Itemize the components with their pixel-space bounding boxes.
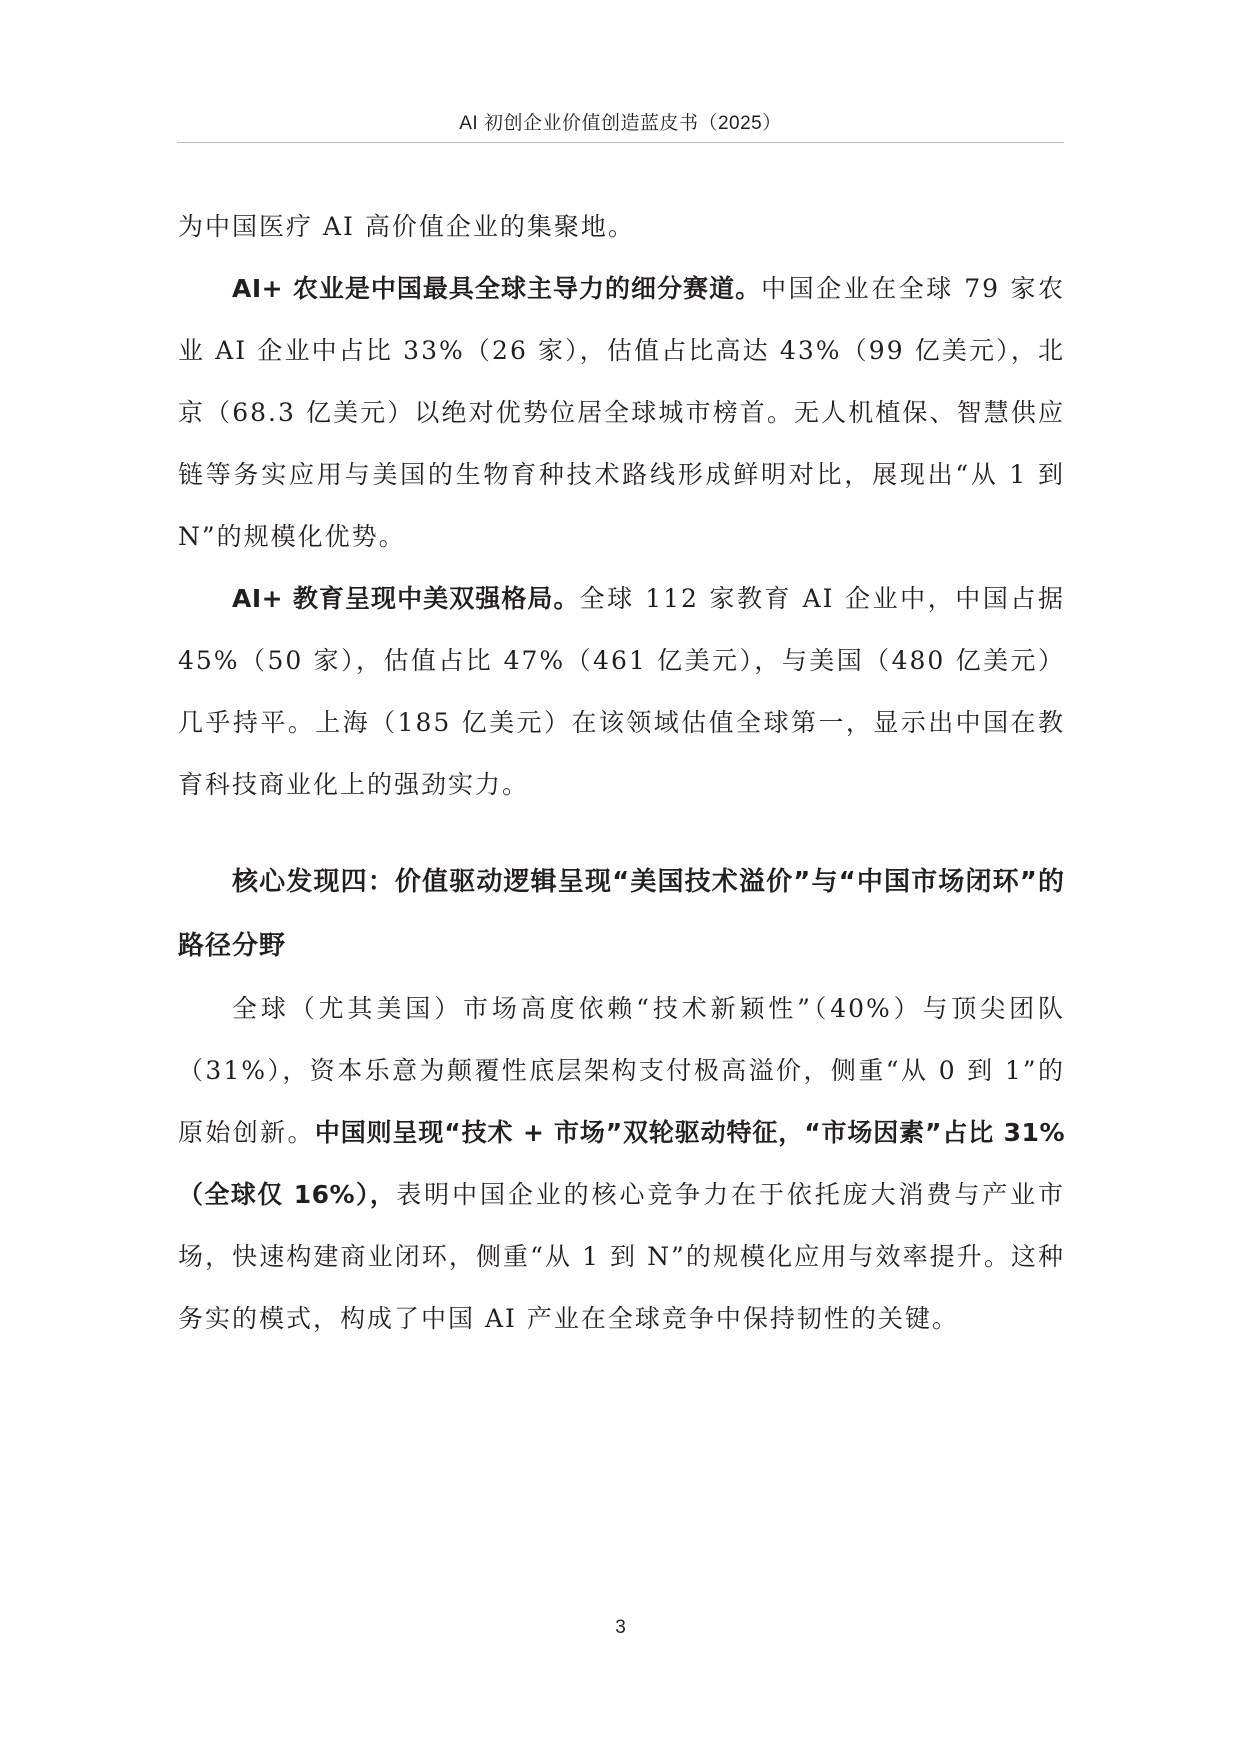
paragraph-education-lead: AI+ 教育呈现中美双强格局。: [232, 584, 580, 613]
running-header-title: AI 初创企业价值创造蓝皮书（2025）: [459, 113, 782, 134]
page-body: [178, 196, 1065, 1350]
header-divider: [177, 142, 1064, 143]
section-spacer: [178, 816, 1065, 850]
paragraph-value-drivers: [178, 978, 1065, 1350]
paragraph-value-drivers-end: 表明中国企业的核心竞争力在于依托庞大消费与产业市场，快速构建商业闭环，侧重“从 1 到 N”的规模化应用与效率提升。这种务实的模式，构成了中国 AI 产业在全球竞争中保持韧性的关键。: [178, 1180, 1065, 1333]
section-heading-finding-four: 核心发现四：价值驱动逻辑呈现“美国技术溢价”与“中国市场闭环”的路径分野: [178, 867, 1065, 961]
paragraph-education: [178, 568, 1065, 816]
page-number: 3: [615, 1617, 626, 1638]
paragraph-value-drivers-start: 全球（尤其美国）市场高度依赖“技术新颖性”（40%）与顶尖团队（31%），资本乐意为颠覆性底层架构支付极高溢价，侧重“从 0 到 1”的原始创新。: [178, 994, 1065, 1147]
paragraph-agriculture-lead: AI+ 农业是中国最具全球主导力的细分赛道。: [232, 274, 762, 303]
paragraph-education-body: 全球 112 家教育 AI 企业中，中国占据 45%（50 家），估值占比 47%（461 亿美元），与美国（480 亿美元）几乎持平。上海（185 亿美元）在该领域估值全球第一，显示出中国在教育科技商业化上的强劲实力。: [178, 584, 1065, 799]
paragraph-healthcare-end: 为中国医疗 AI 高价值企业的集聚地。: [178, 212, 635, 241]
paragraph-agriculture-body: 中国企业在全球 79 家农业 AI 企业中占比 33%（26 家），估值占比高达 43%（99 亿美元），北京（68.3 亿美元）以绝对优势位居全球城市榜首。无人机植保、智慧供应链等务实应用与美国的生物育种技术路线形成鲜明对比，展现出“从 1 到 N”的规模化优势。: [178, 274, 1065, 551]
paragraph-value-drivers-highlight: 中国则呈现“技术 + 市场”双轮驱动特征，“市场因素”占比 31%（全球仅 16%），: [178, 1118, 1065, 1209]
paragraph-agriculture: [178, 258, 1065, 568]
